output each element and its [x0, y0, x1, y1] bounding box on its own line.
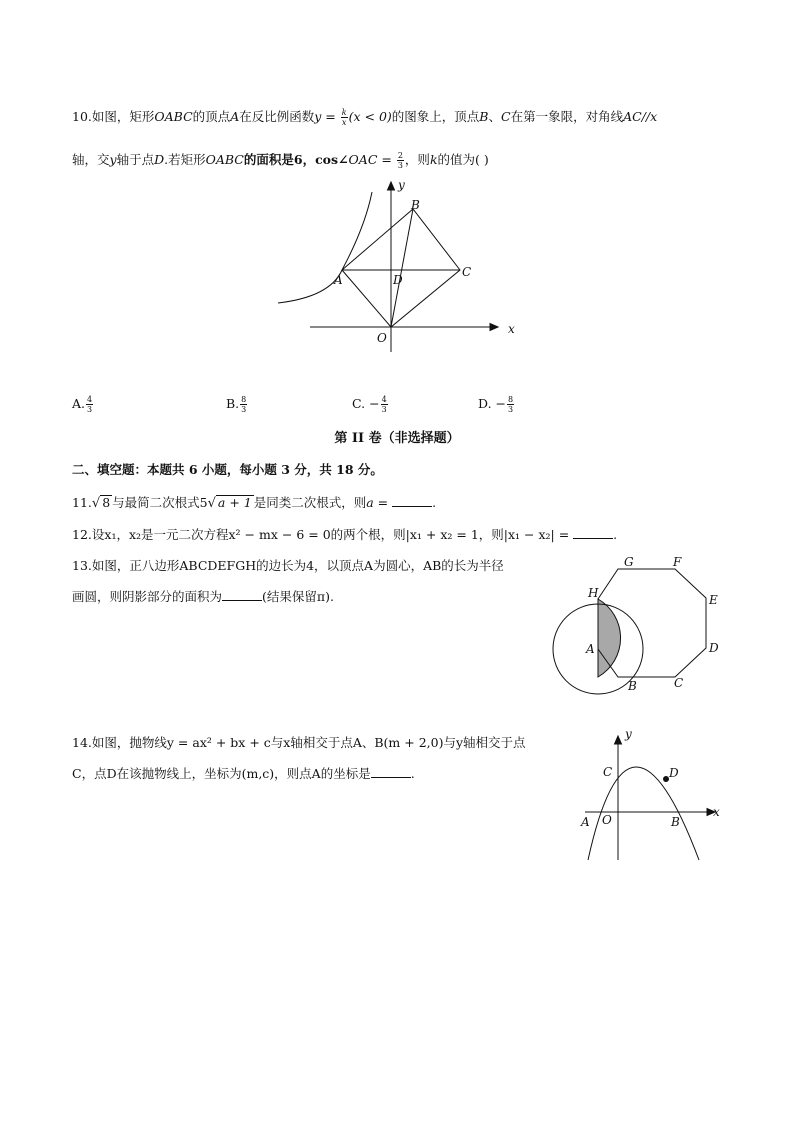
q11-var: a: [366, 495, 374, 510]
q13-text: (结果保留π): [262, 589, 330, 604]
label-d: D: [669, 766, 679, 780]
frac-num: k: [341, 108, 347, 117]
q10-line1: [72, 108, 657, 127]
frac-num: 4: [381, 395, 387, 404]
fraction-k-over-x: [341, 108, 348, 127]
frac-den: 3: [87, 405, 93, 414]
label-a: A: [334, 273, 343, 287]
q13-end: .: [330, 589, 334, 604]
option-letter: A.: [72, 396, 86, 411]
label-o: O: [602, 813, 612, 827]
option-d[interactable]: [478, 395, 515, 414]
answer-blank[interactable]: [392, 494, 432, 507]
q10-number: 10.: [72, 109, 92, 124]
q13-text: 画圆，则阴影部分的面积为: [72, 589, 223, 604]
option-a[interactable]: [72, 395, 94, 414]
option-fraction: [86, 395, 93, 414]
q10-text: 、: [488, 109, 501, 124]
label-b: B: [411, 198, 420, 212]
q10-text: (x < 0): [348, 109, 392, 124]
q10-text: B: [479, 109, 489, 124]
q13-text: 如图，正八边形ABCDEFGH的边长为4，以顶点A为圆心，AB的长为半径: [91, 558, 504, 573]
q10-text: 的图象上，顶点: [391, 109, 480, 124]
label-x: x: [713, 805, 720, 819]
option-fraction: [240, 395, 247, 414]
label-d: D: [709, 641, 719, 655]
frac-den: 3: [381, 405, 387, 414]
q10-line2: [72, 151, 489, 170]
q10-text: AC//x: [623, 109, 658, 124]
frac-den: 3: [241, 405, 247, 414]
frac-num: 2: [397, 151, 403, 160]
label-g: G: [624, 555, 634, 569]
q10-text: 的值为( ): [437, 152, 489, 167]
q10-text: OABC: [205, 152, 244, 167]
q11-text: 是同类二次根式，则: [253, 495, 367, 510]
label-d: D: [393, 273, 403, 287]
q10-text: C: [501, 109, 511, 124]
q12-end: .: [613, 527, 618, 542]
option-b[interactable]: [226, 395, 248, 414]
q10-text: OAC: [348, 152, 378, 167]
section-title: 第 II 卷（非选择题）: [334, 431, 460, 446]
hyperbola-curve: [278, 192, 372, 303]
q10-figure: [270, 172, 530, 352]
diagonal-ob: [391, 209, 413, 327]
q10-text: ，则: [404, 152, 430, 167]
answer-blank[interactable]: [573, 526, 613, 539]
label-c: C: [462, 265, 472, 279]
q14-text: C，点D在该抛物线上，坐标为(m,c)，则点A的坐标是: [72, 766, 371, 781]
y-axis-arrow: [615, 736, 622, 744]
q14-text: 如图，抛物线y = ax² + bx + c与x轴相交于点A、B(m + 2,0)与y轴相交于点: [91, 735, 526, 750]
label-a: A: [586, 642, 595, 656]
q14-line1: [72, 734, 526, 752]
q10-text: 如图，矩形: [91, 109, 155, 124]
answer-blank[interactable]: [371, 765, 411, 778]
q11-end: .: [432, 495, 437, 510]
sqrt-icon: √: [91, 496, 101, 511]
q11-text: 与最简二次根式5: [112, 495, 208, 510]
q10-text: A: [230, 109, 240, 124]
frac-num: 8: [241, 395, 247, 404]
option-c[interactable]: [352, 395, 389, 414]
option-letter: D.: [478, 396, 492, 411]
q10-text: D: [154, 152, 165, 167]
frac-num: 8: [508, 395, 514, 404]
y-axis-arrow: [388, 182, 395, 190]
label-b: B: [628, 679, 637, 693]
option-fraction: [507, 395, 514, 414]
label-o: O: [377, 331, 387, 345]
q10-text: 的顶点: [192, 109, 231, 124]
q10-text: 的面积是6，cos∠: [243, 152, 349, 167]
q12-text: 设x₁，x₂是一元二次方程x² − mx − 6 = 0的两个根，则|x₁ + x₂ = 1，则|x₁ − x₂| =: [91, 527, 574, 542]
option-letter: C.: [352, 396, 366, 411]
label-x: x: [508, 322, 515, 336]
q13-line2: [72, 588, 334, 606]
q10-text: OABC: [154, 109, 193, 124]
q11-line: [72, 494, 436, 513]
section-intro: 二、填空题：本题共 6 小题，每小题 3 分，共 18 分。: [72, 462, 383, 477]
q12-line: [72, 526, 617, 544]
label-e: E: [709, 593, 718, 607]
option-sign: −: [495, 396, 507, 411]
option-sign: −: [369, 396, 380, 411]
label-b: B: [671, 815, 680, 829]
label-a: A: [581, 815, 590, 829]
option-fraction: [381, 395, 388, 414]
q14-line2: [72, 765, 415, 783]
q10-text: 轴，交: [72, 152, 110, 167]
label-y: y: [625, 728, 632, 741]
q10-text: .若矩形: [164, 152, 206, 167]
q14-number: 14.: [72, 735, 92, 750]
frac-den: x: [341, 118, 347, 127]
x-axis-arrow: [490, 324, 498, 331]
q13-figure: [540, 550, 730, 700]
q12-number: 12.: [72, 527, 92, 542]
q10-text: y: [109, 152, 117, 167]
label-c: C: [674, 676, 684, 690]
fraction-2-over-3: [397, 151, 404, 170]
frac-den: 3: [508, 405, 514, 414]
q10-text: 在第一象限，对角线: [510, 109, 624, 124]
sqrt-content: 8: [102, 495, 111, 510]
label-c: C: [603, 765, 613, 779]
q13-number: 13.: [72, 558, 92, 573]
label-y: y: [398, 178, 405, 192]
q10-text: 轴于点: [116, 152, 155, 167]
label-h: H: [588, 586, 599, 600]
q11-text: =: [373, 495, 393, 510]
q11-number: 11.: [72, 495, 92, 510]
q14-figure: [575, 728, 725, 863]
option-letter: B.: [226, 396, 240, 411]
q13-line1: [72, 557, 504, 575]
q10-text: y =: [314, 109, 336, 124]
q10-text: =: [377, 152, 392, 167]
answer-blank[interactable]: [222, 588, 262, 601]
label-f: F: [673, 555, 682, 569]
sqrt-icon: √: [207, 496, 216, 511]
q14-end: .: [410, 766, 415, 781]
q10-text: 在反比例函数: [239, 109, 315, 124]
frac-num: 4: [87, 395, 93, 404]
sqrt-content: a + 1: [217, 495, 252, 510]
q10-text: k: [429, 152, 438, 167]
frac-den: 3: [397, 161, 403, 170]
rectangle-oabc: [342, 209, 460, 327]
